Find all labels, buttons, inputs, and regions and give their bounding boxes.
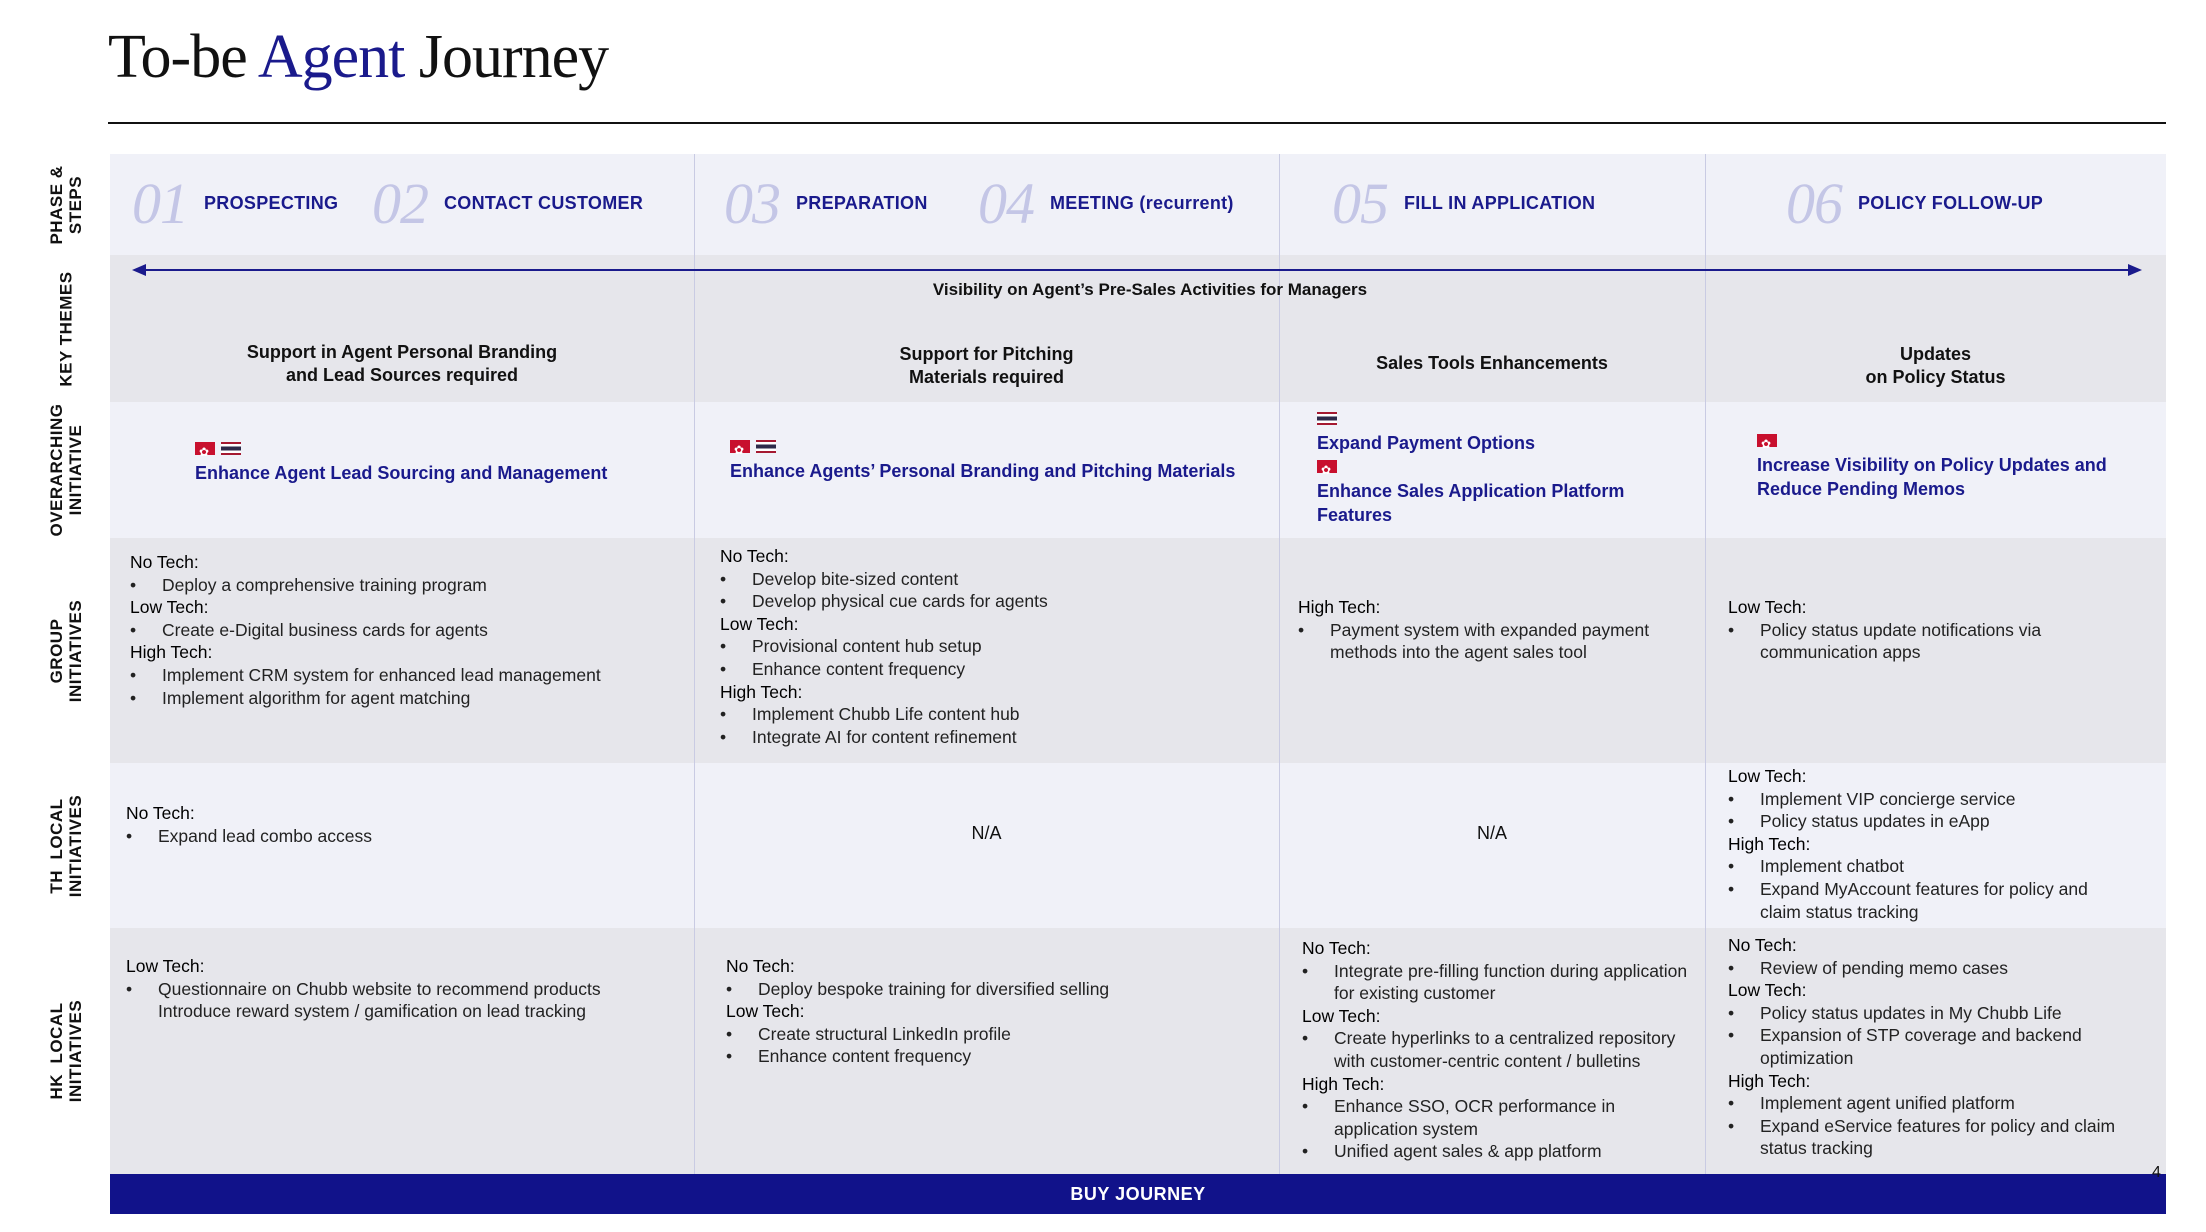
group-col2 xyxy=(720,545,1265,748)
row-label-phase: PHASE & STEPS xyxy=(47,164,85,245)
tier-label: Low Tech: xyxy=(130,597,209,618)
th-col1 xyxy=(126,802,666,847)
th-col3-na: N/A xyxy=(1476,823,1507,843)
overarching-policy-visibility: ✿ Increase Visibility on Policy Updates and Reduce Pending Memos xyxy=(1757,434,2137,501)
tier-label: High Tech: xyxy=(130,642,213,663)
hk-flag-icon xyxy=(1757,434,1777,447)
tier-label: Low Tech: xyxy=(726,1001,805,1022)
overarching-lead-sourcing: ✿ Enhance Agent Lead Sourcing and Management xyxy=(195,442,665,485)
theme-sales-tools: Sales Tools Enhancements xyxy=(1376,353,1608,373)
list-item: • Deploy bespoke training for diversified selling xyxy=(726,978,1266,1001)
hk-flag-icon xyxy=(195,442,215,455)
list-item: • Create structural LinkedIn profile xyxy=(726,1023,1266,1046)
step-label: PROSPECTING xyxy=(204,193,339,213)
group-col3 xyxy=(1298,596,1688,664)
th-flag-icon xyxy=(221,442,241,455)
tier-label: No Tech: xyxy=(1728,935,1797,955)
list-item: • Implement VIP concierge service xyxy=(1728,788,2128,811)
tier-label: Low Tech: xyxy=(1728,597,1807,617)
tier-label: No Tech: xyxy=(720,546,789,566)
list-item: • Review of pending memo cases xyxy=(1728,957,2133,980)
list-item: • Questionnaire on Chubb website to recommend products xyxy=(126,978,686,1001)
tier-label: High Tech: xyxy=(1302,1073,1385,1094)
list-item: • Implement chatbot xyxy=(1728,855,2128,878)
visibility-banner: Visibility on Agent’s Pre-Sales Activities for Managers xyxy=(932,280,1368,299)
tier-label: High Tech: xyxy=(1728,1070,1811,1091)
step-number: 05 xyxy=(1332,171,1388,236)
theme-personal-branding: Support in Agent Personal Branding and Lead Sources required xyxy=(246,342,558,385)
tier-label: Low Tech: xyxy=(1728,766,1807,786)
list-item-continued: Introduce reward system / gamification on lead tracking xyxy=(158,1001,586,1022)
th-col4 xyxy=(1728,765,2128,923)
tier-label: No Tech: xyxy=(726,956,795,976)
list-item: • Provisional content hub setup xyxy=(720,635,1265,658)
tier-label: Low Tech: xyxy=(1728,980,1807,1001)
step-01 xyxy=(132,170,338,237)
list-item: • Create e-Digital business cards for agents xyxy=(130,619,690,642)
tier-label: Low Tech: xyxy=(720,613,799,634)
theme-pitching-materials: Support for Pitching Materials required xyxy=(899,344,1074,387)
tier-label: Low Tech: xyxy=(126,956,205,976)
list-item: • Create hyperlinks to a centralized repository with customer-centric content / bulletins xyxy=(1302,1027,1697,1072)
group-col4 xyxy=(1728,596,2128,664)
step-06 xyxy=(1786,170,2043,237)
list-item: • Deploy a comprehensive training program xyxy=(130,574,690,597)
list-item: • Enhance content frequency xyxy=(726,1045,1266,1068)
list-item: • Expand MyAccount features for policy and claim status tracking xyxy=(1728,878,2128,923)
hk-col3 xyxy=(1302,937,1697,1163)
row-label-group: GROUP INITIATIVES xyxy=(47,599,85,702)
list-item: • Unified agent sales & app platform xyxy=(1302,1140,1697,1163)
title-suffix: Journey xyxy=(418,23,609,91)
row-label-th: TH LOCAL INITIATIVES xyxy=(47,794,85,897)
tier-label: Low Tech: xyxy=(1302,1005,1381,1026)
step-05 xyxy=(1332,170,1595,237)
page-number: 4 xyxy=(2152,1164,2161,1181)
list-item: • Develop bite-sized content xyxy=(720,568,1265,591)
tier-label: No Tech: xyxy=(126,803,195,823)
list-item: • Enhance content frequency xyxy=(720,658,1265,681)
step-number: 01 xyxy=(132,171,188,236)
step-04 xyxy=(978,170,1234,237)
list-item: • Implement algorithm for agent matching xyxy=(130,687,690,710)
theme-policy-status: Updates on Policy Status xyxy=(1865,344,2006,387)
list-item: • Implement CRM system for enhanced lead management xyxy=(130,664,690,687)
overarching-personal-branding: ✿ Enhance Agents’ Personal Branding and Pitching Materials xyxy=(730,440,1270,483)
group-col1 xyxy=(130,551,690,709)
tier-label: No Tech: xyxy=(130,552,199,572)
step-number: 02 xyxy=(372,171,428,236)
list-item: • Expand lead combo access xyxy=(126,825,666,848)
list-item: • Integrate pre-filling function during application for existing customer xyxy=(1302,960,1697,1005)
buy-journey-footer: BUY JOURNEY xyxy=(110,1174,2166,1214)
step-label: CONTACT CUSTOMER xyxy=(444,193,644,213)
tier-label: No Tech: xyxy=(1302,938,1371,958)
list-item: • Integrate AI for content refinement xyxy=(720,726,1265,749)
step-03 xyxy=(724,170,928,237)
title-divider xyxy=(108,122,2166,124)
step-label: PREPARATION xyxy=(796,193,928,213)
step-label: FILL IN APPLICATION xyxy=(1404,193,1596,213)
step-number: 06 xyxy=(1786,171,1842,236)
list-item: • Policy status updates in My Chubb Life xyxy=(1728,1002,2133,1025)
list-item: • Enhance SSO, OCR performance in application system xyxy=(1302,1095,1697,1140)
overarching-payment-options: Expand Payment Options xyxy=(1317,412,1657,455)
column-divider xyxy=(694,154,695,1174)
tier-label: High Tech: xyxy=(1298,597,1381,617)
th-flag-icon xyxy=(1317,412,1337,425)
list-item: • Develop physical cue cards for agents xyxy=(720,590,1265,613)
list-item: • Policy status update notifications via communication apps xyxy=(1728,619,2128,664)
hk-col2 xyxy=(726,955,1266,1068)
step-02 xyxy=(372,170,643,237)
step-number: 04 xyxy=(978,171,1034,236)
list-item: • Policy status updates in eApp xyxy=(1728,810,2128,833)
column-divider xyxy=(1705,154,1706,1174)
step-label: POLICY FOLLOW-UP xyxy=(1858,193,2044,213)
th-flag-icon xyxy=(756,440,776,453)
hk-col4 xyxy=(1728,934,2133,1160)
overarching-sales-application: ✿ Enhance Sales Application Platform Features xyxy=(1317,460,1657,527)
page-title xyxy=(108,22,608,93)
list-item: • Implement agent unified platform xyxy=(1728,1092,2133,1115)
tier-label: High Tech: xyxy=(1728,833,1811,854)
list-item: • Expand eService features for policy and claim status tracking xyxy=(1728,1115,2133,1160)
list-item: • Payment system with expanded payment methods into the agent sales tool xyxy=(1298,619,1688,664)
title-accent: Agent xyxy=(257,23,405,91)
hk-flag-icon xyxy=(730,440,750,453)
step-number: 03 xyxy=(724,171,780,236)
step-label: MEETING (recurrent) xyxy=(1050,193,1234,213)
row-label-hk: HK LOCAL INITIATIVES xyxy=(47,999,85,1103)
row-label-themes: KEY THEMES xyxy=(56,270,76,387)
hk-flag-icon xyxy=(1317,460,1337,473)
hk-col1 xyxy=(126,955,686,1023)
title-prefix: To-be xyxy=(108,23,247,91)
column-divider xyxy=(1279,154,1280,1174)
list-item: • Expansion of STP coverage and backend optimization xyxy=(1728,1024,2133,1069)
tier-label: High Tech: xyxy=(720,681,803,702)
th-col2-na: N/A xyxy=(971,823,1002,843)
double-arrow-icon xyxy=(132,260,2142,280)
list-item: • Implement Chubb Life content hub xyxy=(720,703,1265,726)
row-label-overarching: OVERARCHING INITIATIVE xyxy=(47,403,85,537)
